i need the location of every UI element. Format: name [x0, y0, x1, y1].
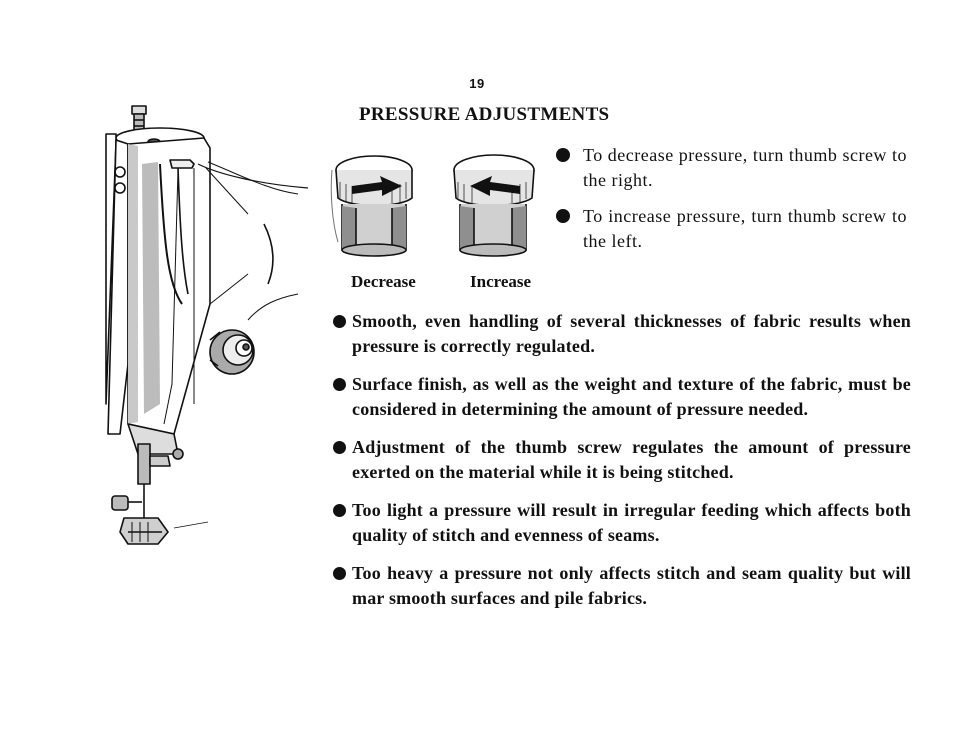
sewing-machine-head-illustration — [98, 104, 308, 554]
list-item-text: Adjustment of the thumb screw regulates the amount of pressure exerted on the material while it is being stitched. — [352, 437, 911, 482]
page-number: 19 — [469, 76, 485, 91]
pressure-notes-list — [331, 309, 911, 624]
bullet-dot-icon — [333, 378, 346, 391]
caption-decrease: Decrease — [351, 272, 416, 291]
list-item — [331, 309, 911, 359]
list-item-text: Surface finish, as well as the weight and texture of the fabric, must be considered in determining the amount of pressure needed. — [352, 374, 911, 419]
bullet-dot-icon — [556, 209, 570, 223]
list-item-text: Too heavy a pressure not only affects stitch and seam quality but will mar smooth surfaces and pile fabrics. — [352, 563, 911, 608]
bullet-dot-icon — [333, 441, 346, 454]
instruction-item — [555, 204, 907, 254]
list-item — [331, 372, 911, 422]
list-item — [331, 435, 911, 485]
bullet-dot-icon — [333, 567, 346, 580]
bullet-dot-icon — [333, 315, 346, 328]
list-item-text: Too light a pressure will result in irregular feeding which affects both quality of stitch and evenness of seams. — [352, 500, 911, 545]
list-item — [331, 498, 911, 548]
instruction-text: To increase pressure, turn thumb screw to the left. — [583, 206, 907, 251]
caption-increase: Increase — [470, 272, 532, 291]
bullet-dot-icon — [556, 148, 570, 162]
adjustment-instructions — [555, 143, 907, 265]
list-item — [331, 561, 911, 611]
bullet-dot-icon — [333, 504, 346, 517]
thumb-screw-decrease-illustration — [330, 152, 430, 262]
thumb-screw-increase-illustration — [444, 152, 544, 262]
instruction-text: To decrease pressure, turn thumb screw to the right. — [583, 145, 907, 190]
page-title: PRESSURE ADJUSTMENTS — [359, 104, 610, 125]
list-item-text: Smooth, even handling of several thicknesses of fabric results when pressure is correctly regulated. — [352, 311, 911, 356]
instruction-item — [555, 143, 907, 193]
